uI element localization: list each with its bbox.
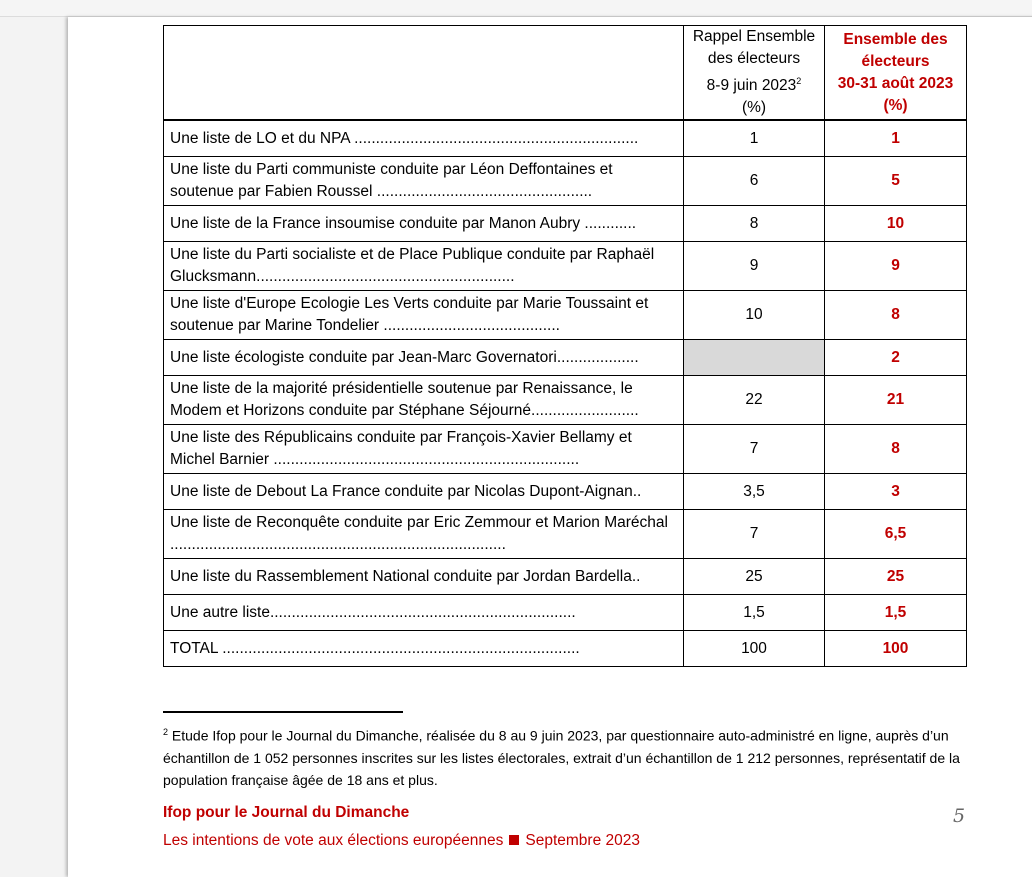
footnote-ref: 2 [796, 76, 802, 86]
row-label: Une liste de Debout La France conduite par Nicolas Dupont-Aignan.. [164, 474, 684, 510]
table-row [164, 474, 967, 510]
table-row [164, 291, 967, 340]
table-row [164, 425, 967, 474]
august-value: 5 [825, 157, 967, 206]
row-label: Une liste de Reconquête conduite par Eric Zemmour et Marion Maréchal .............................................................................. [164, 510, 684, 559]
june-value: 8 [684, 206, 825, 242]
header-text: des électeurs [707, 50, 801, 67]
footer-subtitle-left: Les intentions de vote aux élections européennes [163, 832, 504, 849]
table-row [164, 595, 967, 631]
august-value: 8 [825, 291, 967, 340]
table-row [164, 376, 967, 425]
table-row [164, 510, 967, 559]
footer-brand: Ifop pour le Journal du Dimanche [163, 804, 410, 821]
footer-subtitle [163, 832, 640, 850]
row-label: Une liste de LO et du NPA .................................................................. [164, 120, 684, 157]
row-label: Une liste des Républicains conduite par François-Xavier Bellamy et Michel Barnier ....................................................................... [164, 425, 684, 474]
june-value: 1,5 [684, 595, 825, 631]
june-value: 22 [684, 376, 825, 425]
table-row [164, 120, 967, 157]
header-text: 8-9 juin 2023 [706, 77, 797, 95]
footnote-text: Etude Ifop pour le Journal du Dimanche, réalisée du 8 au 9 juin 2023, par questionnaire auto-administré en ligne, auprès d’un échantillon de 1 052 personnes inscrites sur les listes électorales, extrait d’un échantillon de 1 212 personnes, représentatif de la population française âgée de 18 ans et plus. [163, 727, 960, 788]
june-value: 100 [684, 631, 825, 667]
august-value: 21 [825, 376, 967, 425]
document-page [68, 17, 1032, 877]
table-row [164, 206, 967, 242]
header-text: (%) [741, 99, 767, 117]
row-label: Une liste de la majorité présidentielle soutenue par Renaissance, le Modem et Horizons conduite par Stéphane Séjourné......................... [164, 376, 684, 425]
august-value: 6,5 [825, 510, 967, 559]
results-table [163, 25, 967, 667]
header-text: électeurs [861, 52, 930, 70]
table-header-row [164, 26, 967, 121]
footnote-mark: 2 [163, 727, 169, 737]
row-label: Une liste du Parti socialiste et de Place Publique conduite par Raphaël Glucksmann............................................................ [164, 242, 684, 291]
table-row [164, 242, 967, 291]
august-value: 8 [825, 425, 967, 474]
august-value: 9 [825, 242, 967, 291]
row-label: Une liste du Parti communiste conduite par Léon Deffontaines et soutenue par Fabien Roussel .................................................. [164, 157, 684, 206]
row-label: Une autre liste....................................................................... [164, 595, 684, 631]
august-value: 1 [825, 120, 967, 157]
page-number: 5 [953, 805, 966, 827]
june-value: 3,5 [684, 474, 825, 510]
square-bullet-icon [509, 835, 519, 845]
table-row [164, 559, 967, 595]
row-label: Une liste écologiste conduite par Jean-Marc Governatori................... [164, 340, 684, 376]
table-row [164, 631, 967, 667]
footer-subtitle-right: Septembre 2023 [525, 832, 640, 849]
august-value: 25 [825, 559, 967, 595]
footnote [163, 721, 963, 791]
header-text: Ensemble des [843, 30, 948, 48]
row-label: Une liste de la France insoumise conduite par Manon Aubry ............ [164, 206, 684, 242]
june-value: 6 [684, 157, 825, 206]
june-value: 25 [684, 559, 825, 595]
june-value: 7 [684, 510, 825, 559]
august-value: 100 [825, 631, 967, 667]
june-value [684, 340, 825, 376]
viewer-toolbar [0, 0, 1032, 17]
row-label: Une liste du Rassemblement National conduite par Jordan Bardella.. [164, 559, 684, 595]
header-august [825, 26, 967, 121]
august-value: 10 [825, 206, 967, 242]
header-text: Rappel Ensemble [692, 28, 816, 45]
header-text: (%) [883, 96, 908, 114]
june-value: 9 [684, 242, 825, 291]
header-june [684, 26, 825, 121]
table-row [164, 340, 967, 376]
row-label: TOTAL ................................................................................... [164, 631, 684, 667]
header-empty-cell [164, 26, 684, 121]
august-value: 3 [825, 474, 967, 510]
june-value: 1 [684, 120, 825, 157]
header-text: 30-31 août 2023 [837, 74, 954, 92]
august-value: 2 [825, 340, 967, 376]
june-value: 7 [684, 425, 825, 474]
august-value: 1,5 [825, 595, 967, 631]
footnote-rule [163, 711, 403, 713]
june-value: 10 [684, 291, 825, 340]
row-label: Une liste d'Europe Ecologie Les Verts conduite par Marie Toussaint et soutenue par Marine Tondelier ......................................... [164, 291, 684, 340]
table-row [164, 157, 967, 206]
